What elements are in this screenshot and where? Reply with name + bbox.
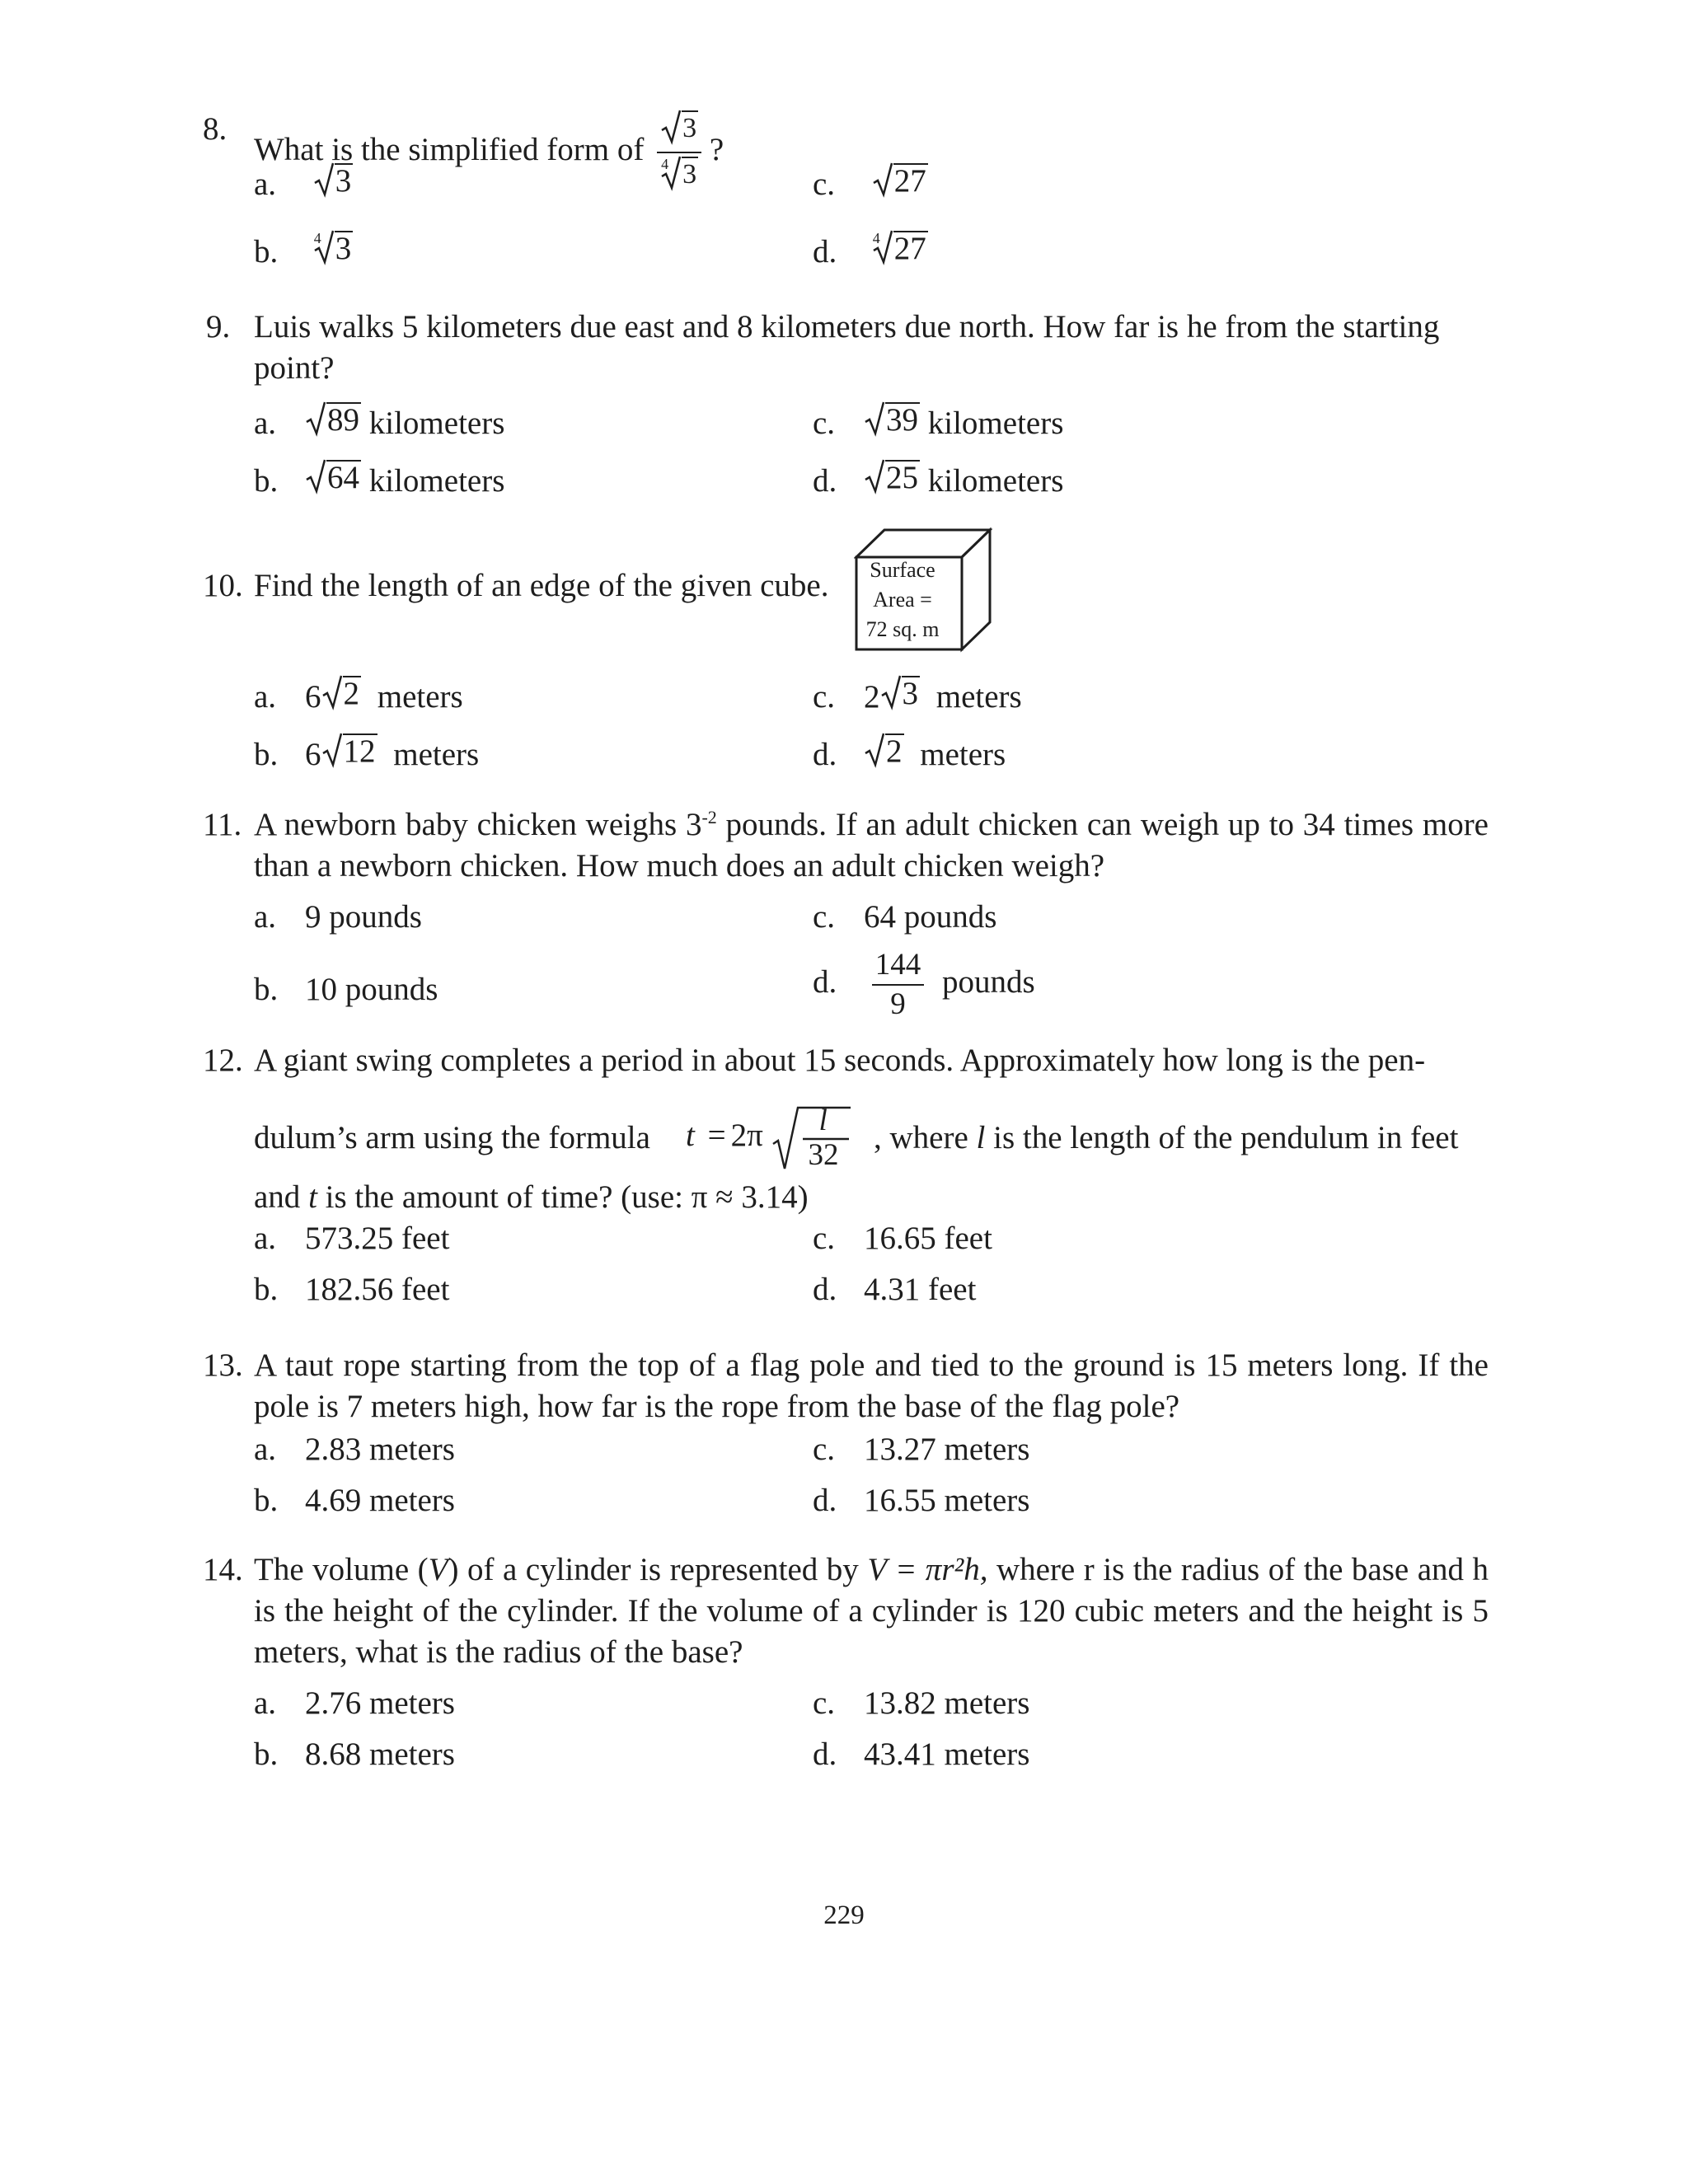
- radical: 2: [864, 732, 904, 768]
- radical: 3: [880, 674, 921, 710]
- option-d[interactable]: d. 25 kilometers: [813, 460, 1064, 499]
- option-d[interactable]: d. 4 27: [813, 230, 926, 269]
- option-b[interactable]: b. 4 3: [254, 230, 352, 269]
- option-d[interactable]: d. 16.55 meters: [813, 1483, 1030, 1518]
- radical: 39: [864, 401, 920, 437]
- question-text: What is the simplified form of 3 4 3 ?: [254, 109, 1489, 196]
- radical: 3: [313, 162, 354, 198]
- option-b[interactable]: b. 4.69 meters: [254, 1483, 455, 1518]
- question-text: The volume (V) of a cylinder is represented by V = πr²h, where r is the radius of the base and h is the height of the cylinder. If the volume of a cylinder is 120 cubic meters and the height is 5 meters, what is the radius of the base?: [254, 1552, 1489, 1670]
- radical: 3: [660, 109, 698, 145]
- option-a[interactable]: a. 89 kilometers: [254, 402, 505, 441]
- option-a[interactable]: a. 573.25 feet: [254, 1221, 450, 1256]
- radical: 25: [864, 458, 920, 494]
- option-a[interactable]: a. 2.83 meters: [254, 1432, 455, 1467]
- question-13: [203, 1345, 1489, 1427]
- question-9: [203, 307, 1489, 389]
- option-c[interactable]: c. 13.82 meters: [813, 1685, 1030, 1721]
- question-number: 12.: [203, 1043, 243, 1078]
- radical: 64: [305, 458, 361, 494]
- option-b[interactable]: b. 6 12 meters: [254, 733, 480, 772]
- question-number: 10.: [203, 568, 243, 603]
- radical: 4 3: [313, 230, 352, 266]
- option-c[interactable]: c. 27: [813, 163, 926, 202]
- option-a[interactable]: a. 6 2 meters: [254, 676, 463, 715]
- cube-label: Surface Area = 72 sq. m: [865, 558, 940, 641]
- option-a[interactable]: a. 3: [254, 163, 352, 202]
- option-b[interactable]: b. 182.56 feet: [254, 1272, 450, 1307]
- question-text: Find the length of an edge of the given cube.: [254, 568, 829, 603]
- fraction: [657, 109, 701, 196]
- radical: 2: [321, 674, 362, 710]
- radical: 12: [321, 732, 377, 768]
- option-c[interactable]: c. 2 3 meters: [813, 676, 1022, 715]
- option-b[interactable]: b. 8.68 meters: [254, 1736, 455, 1772]
- question-number: 14.: [203, 1552, 243, 1587]
- question-number: 8.: [203, 111, 227, 147]
- radical: 4 3: [661, 156, 697, 190]
- question-number: 9.: [206, 309, 231, 344]
- radical: 4 27: [872, 230, 926, 266]
- option-c[interactable]: c. 16.65 feet: [813, 1221, 992, 1256]
- question-number: 11.: [203, 807, 242, 842]
- option-b[interactable]: b. 10 pounds: [254, 972, 438, 1007]
- question-10: [203, 565, 1489, 607]
- option-c[interactable]: c. 13.27 meters: [813, 1432, 1030, 1467]
- option-d[interactable]: d. 2 meters: [813, 733, 1006, 772]
- question-number: 13.: [203, 1347, 243, 1383]
- fraction: $\frac{144}{9}$: [872, 948, 925, 1022]
- option-d[interactable]: d. 43.41 meters: [813, 1736, 1030, 1772]
- radical: 27: [872, 162, 928, 198]
- option-a[interactable]: a. 9 pounds: [254, 899, 422, 935]
- question-12: [203, 1040, 1489, 1218]
- question-11: [203, 804, 1489, 887]
- page-number: 229: [823, 1900, 865, 1930]
- square-root: l 32: [771, 1104, 854, 1172]
- option-d[interactable]: d. $\frac{144}{9}$ pounds: [813, 948, 1035, 1021]
- question-text: Luis walks 5 kilometers due east and 8 kilometers due north. How far is he from the starting point?: [254, 309, 1440, 386]
- option-a[interactable]: a. 2.76 meters: [254, 1685, 455, 1721]
- question-text: A taut rope starting from the top of a flag pole and tied to the ground is 15 meters long. If the pole is 7 meters high, how far is the rope from the base of the flag pole?: [254, 1347, 1489, 1424]
- pendulum-formula: t = 2π l 32: [686, 1104, 854, 1172]
- option-b[interactable]: b. 64 kilometers: [254, 460, 505, 499]
- question-text: A newborn baby chicken weighs $3^{-2}$ pounds. If an adult chicken can weigh up to 34 times more than a newborn chicken. How much does an adult chicken weigh?: [254, 807, 1489, 883]
- question-14: [203, 1549, 1489, 1673]
- option-c[interactable]: c. 39 kilometers: [813, 402, 1064, 441]
- option-d[interactable]: d. 4.31 feet: [813, 1272, 977, 1307]
- option-c[interactable]: c. 64 pounds: [813, 899, 997, 935]
- radical: 89: [305, 401, 361, 437]
- question-text: A giant swing completes a period in about 15 seconds. Approximately how long is the pen- dulum’s arm using the formula t = 2π l 32 , where l is the length of the pendulum in feet and t is the amount of time? (use: π ≈ 3.14): [254, 1043, 1459, 1215]
